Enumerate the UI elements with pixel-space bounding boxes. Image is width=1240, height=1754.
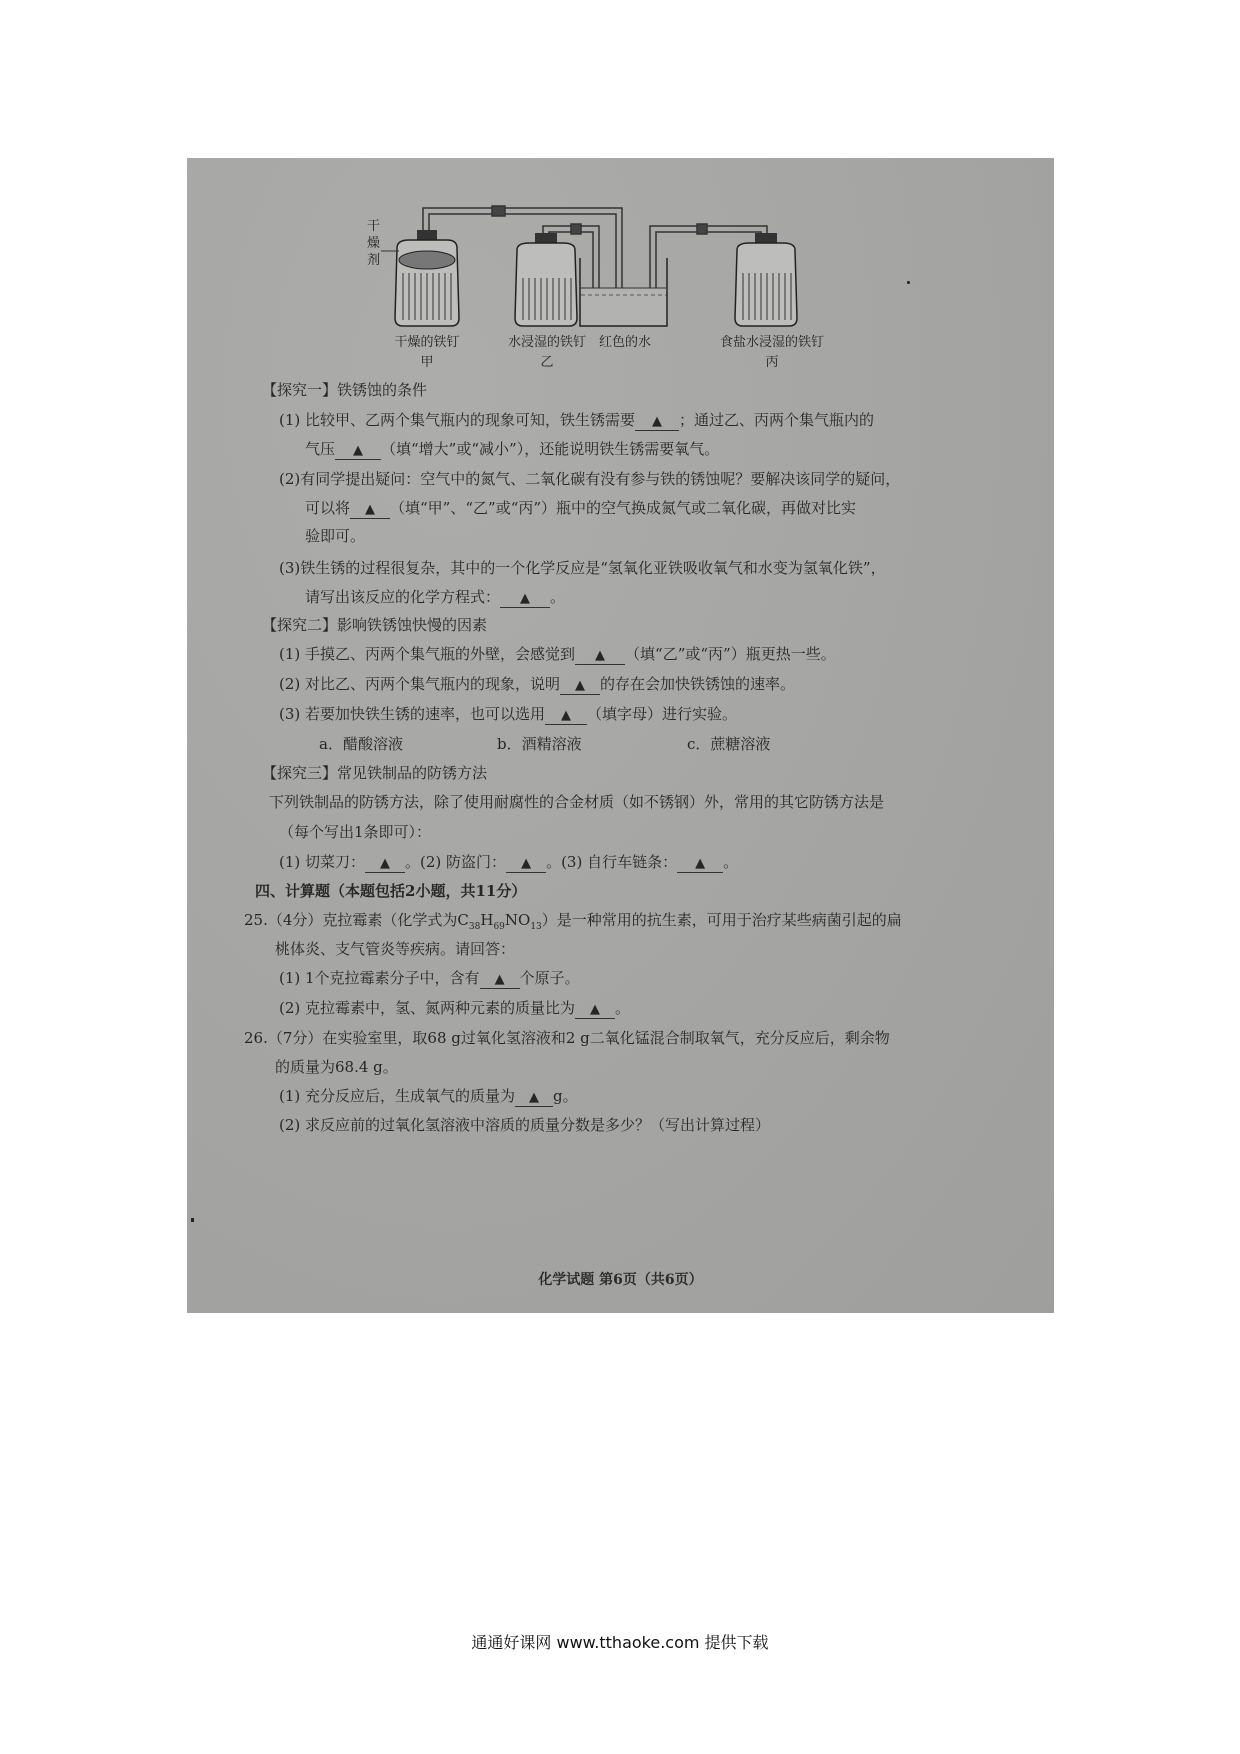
s1-q2-line1: (2)有同学提出疑问：空气中的氮气、二氧化碳有没有参与铁的锈蚀呢？要解决该同学的疑问，	[279, 470, 901, 488]
s3-note: （每个写出1条即可）：	[279, 823, 432, 841]
option-c: c．蔗糖溶液	[687, 735, 771, 753]
s1-q1-line1: (1) 比较甲、乙两个集气瓶内的现象可知，铁生锈需要 ▲ ；通过乙、丙两个集气瓶内的	[279, 411, 875, 429]
bottle-bing	[735, 233, 797, 326]
option-a: a．醋酸溶液	[319, 735, 403, 753]
s3-items: (1) 切菜刀： ▲ 。(2) 防盗门： ▲ 。(3) 自行车链条： ▲ 。	[279, 853, 739, 871]
page-footer: 化学试题 第6页（共6页）	[538, 1272, 703, 1288]
part4-heading: 四、计算题（本题包括2小题，共11分）	[255, 882, 527, 900]
bottle-yi	[515, 233, 577, 326]
bottle-jia	[395, 230, 459, 326]
s1-q2-line3: 验即可。	[305, 527, 366, 545]
q26-p2: (2) 求反应前的过氧化氢溶液中溶质的质量分数是多少？（写出计算过程）	[279, 1116, 771, 1134]
bottle-bing-name: 丙	[765, 355, 779, 370]
speck	[191, 1218, 194, 1222]
bottle-jia-desc: 干燥的铁钉	[394, 335, 460, 350]
q26-line2: 的质量为68.4 g。	[275, 1058, 398, 1076]
s3-intro: 下列铁制品的防锈方法，除了使用耐腐性的合金材质（如不锈钢）外，常用的其它防锈方法是	[269, 793, 885, 811]
rust-experiment-diagram	[367, 178, 1067, 370]
s1-q3-line2: 请写出该反应的化学方程式： ▲ 。	[305, 588, 566, 606]
q26-line1: 26.（7分）在实验室里，取68 g过氧化氢溶液和2 g二氧化锰混合制取氧气，充分反应后，剩余物	[244, 1029, 890, 1047]
bottle-yi-desc: 水浸湿的铁钉	[507, 335, 587, 350]
q25-p2: (2) 克拉霉素中，氢、氮两种元素的质量比为 ▲ 。	[279, 999, 631, 1017]
section3-heading: 【探究三】常见铁制品的防锈方法	[262, 764, 488, 782]
q26-p1: (1) 充分反应后，生成氧气的质量为 ▲ g。	[279, 1087, 578, 1105]
q25-p1: (1) 1个克拉霉素分子中，含有 ▲ 个原子。	[279, 969, 580, 987]
exam-page-photo	[187, 158, 1054, 1313]
bottle-jia-name: 甲	[420, 355, 434, 370]
s1-q1-line2: 气压 ▲ （填“增大”或“减小”），还能说明铁生锈需要氧气。	[305, 440, 720, 458]
beaker-label: 红色的水	[598, 335, 652, 350]
desiccant-label: 干燥剂	[367, 219, 381, 268]
bottle-yi-name: 乙	[540, 355, 554, 370]
q25-line1: 25.（4分）克拉霉素（化学式为$C_{38}H_{69}NO_{13}$）是一种常用的抗生素，可用于治疗某些病菌引起的扁	[244, 911, 902, 932]
s2-q2: (2) 对比乙、丙两个集气瓶内的现象，说明 ▲ 的存在会加快铁锈蚀的速率。	[279, 675, 796, 693]
bottle-bing-desc: 食盐水浸湿的铁钉	[719, 335, 825, 350]
speck	[907, 281, 910, 284]
q25-line2: 桃体炎、支气管炎等疾病。请回答：	[275, 940, 516, 958]
download-credit: 通通好课网 www.tthaoke.com 提供下载	[471, 1633, 769, 1652]
s2-q3: (3) 若要加快铁生锈的速率，也可以选用 ▲ （填字母）进行实验。	[279, 705, 738, 723]
s1-q2-line2: 可以将 ▲ （填“甲”、“乙”或“丙”）瓶中的空气换成氮气或二氧化碳，再做对比实	[305, 499, 857, 517]
s2-q1: (1) 手摸乙、丙两个集气瓶的外壁，会感觉到 ▲ （填“乙”或“丙”）瓶更热一些。	[279, 645, 836, 663]
section1-heading: 【探究一】铁锈蚀的条件	[262, 381, 428, 399]
section2-heading: 【探究二】影响铁锈蚀快慢的因素	[262, 616, 488, 634]
s1-q3-line1: (3)铁生锈的过程很复杂，其中的一个化学反应是“氢氧化亚铁吸收氧气和水变为氢氧化铁”，	[279, 559, 886, 577]
option-b: b．酒精溶液	[497, 735, 582, 753]
